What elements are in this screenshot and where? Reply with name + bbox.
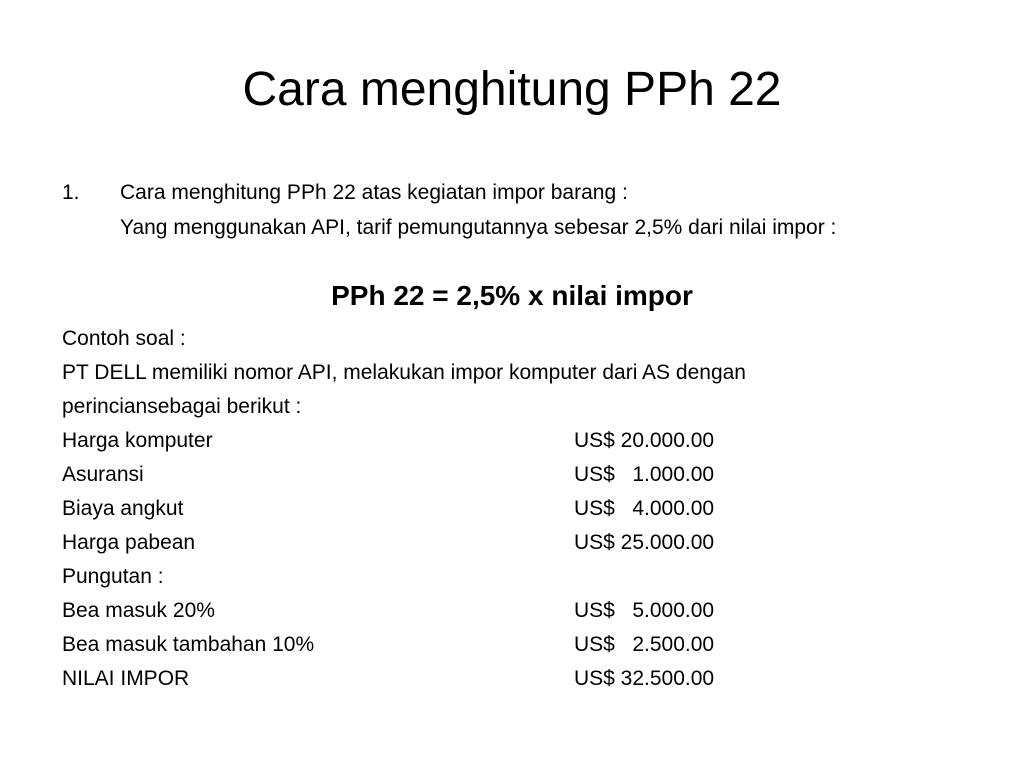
- cost-row: [62, 632, 962, 660]
- cost-row-label: Biaya angkut: [62, 497, 184, 520]
- cost-row-value: US$ 32.500.00: [574, 667, 715, 690]
- cost-row-label: Bea masuk 20%: [62, 599, 215, 622]
- example-line-1: PT DELL memiliki nomor API, melakukan impor komputer dari AS dengan: [62, 361, 746, 384]
- cost-row: [62, 666, 962, 694]
- cost-row-value: US$ 25.000.00: [574, 531, 715, 554]
- cost-row-value: US$ 20.000.00: [574, 429, 715, 452]
- cost-row: [62, 564, 962, 592]
- cost-row-label: NILAI IMPOR: [62, 667, 190, 690]
- cost-row-value: US$ 4.000.00: [574, 497, 715, 520]
- cost-row: [62, 428, 962, 456]
- example-heading: Contoh soal :: [62, 327, 186, 350]
- cost-row: [62, 598, 962, 626]
- cost-row-value: US$ 5.000.00: [574, 599, 715, 622]
- slide-title: Cara menghitung PPh 22: [242, 63, 782, 116]
- cost-row-label: Bea masuk tambahan 10%: [62, 633, 315, 656]
- cost-row-label: Asuransi: [62, 463, 144, 486]
- cost-row: [62, 462, 962, 490]
- item-number: 1.: [62, 181, 80, 204]
- cost-row-label: Harga pabean: [62, 531, 196, 554]
- cost-row-label: Harga komputer: [62, 429, 213, 452]
- formula: PPh 22 = 2,5% x nilai impor: [331, 280, 693, 311]
- item-subtext: Yang menggunakan API, tarif pemungutannya sebesar 2,5% dari nilai impor :: [120, 216, 837, 239]
- cost-row-value: US$ 1.000.00: [574, 463, 715, 486]
- cost-row-value: US$ 2.500.00: [574, 633, 715, 656]
- item-text: Cara menghitung PPh 22 atas kegiatan impor barang :: [120, 181, 628, 204]
- cost-row-label: Pungutan :: [62, 565, 164, 588]
- example-line-2: perinciansebagai berikut :: [62, 395, 302, 418]
- cost-row: [62, 496, 962, 524]
- cost-row: [62, 530, 962, 558]
